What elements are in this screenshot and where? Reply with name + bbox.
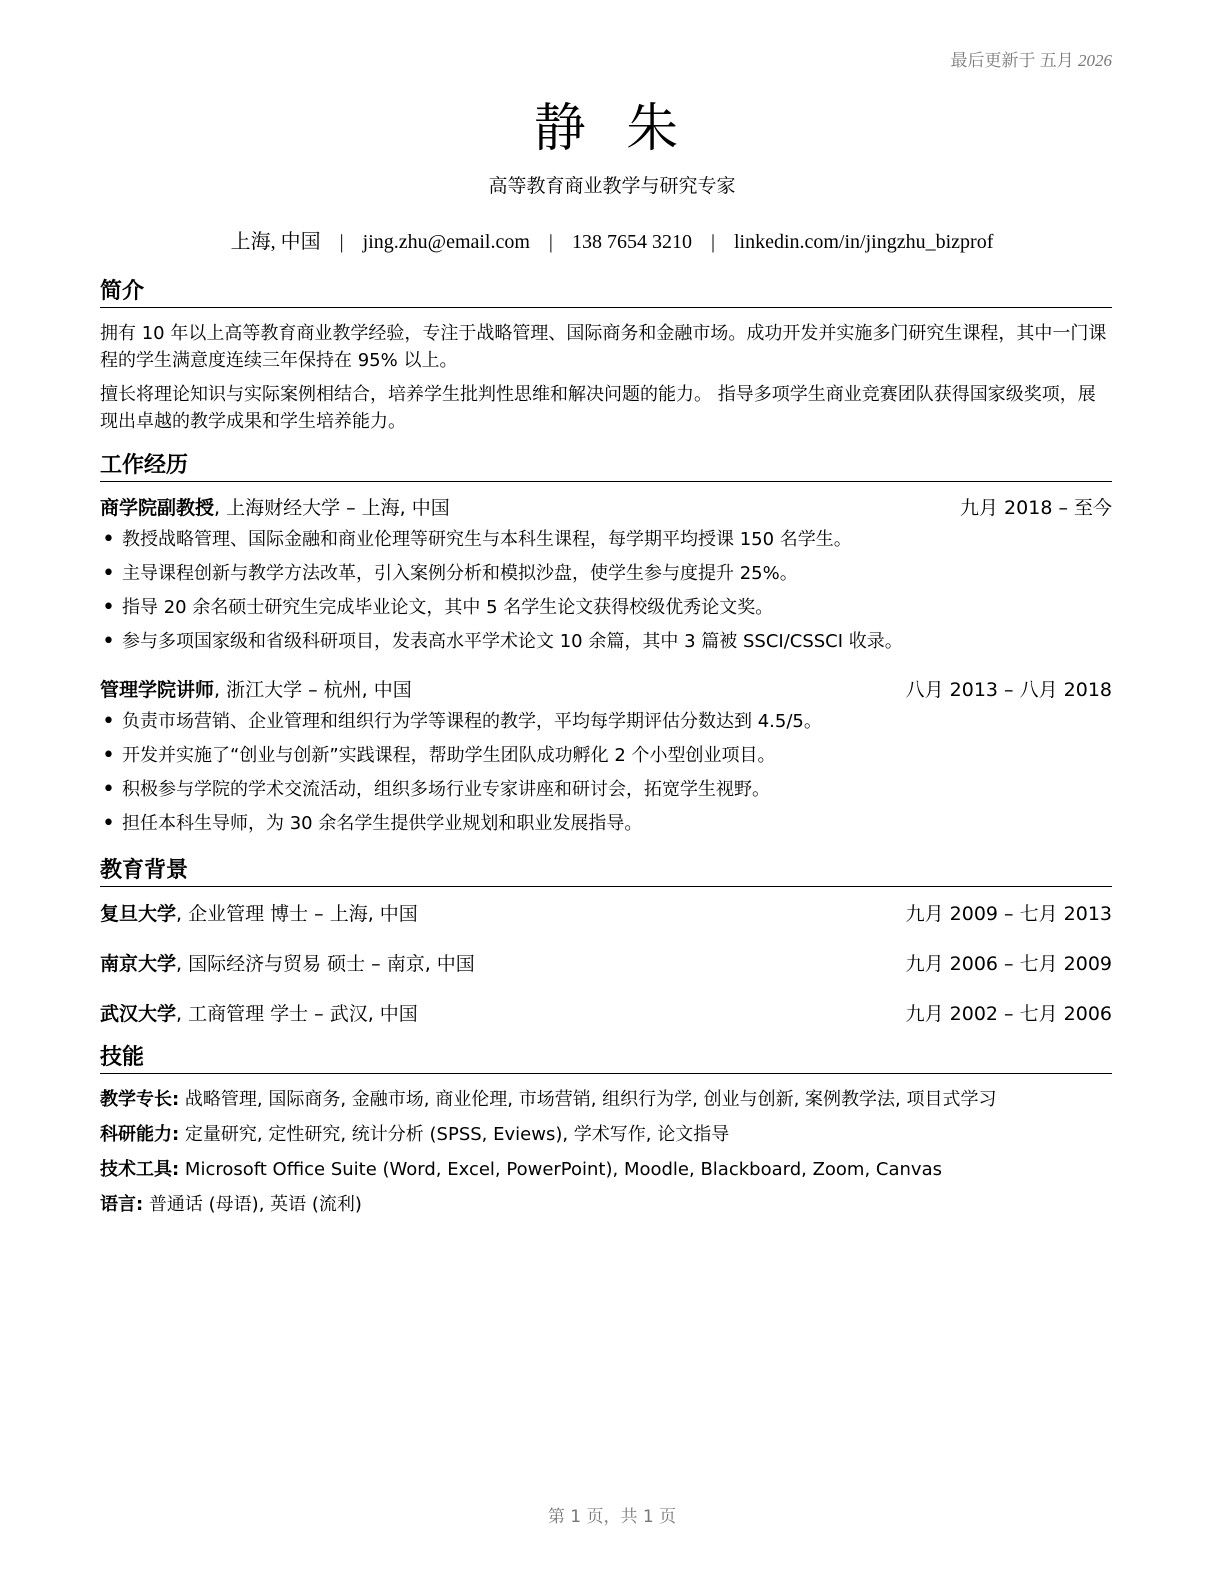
summary-paragraph: 擅长将理论知识与实际案例相结合，培养学生批判性思维和解决问题的能力。 指导多项学生商业竞赛团队获得国家级奖项，展现出卓越的教学成果和学生培养能力。 — [100, 384, 1096, 432]
education-detail: , 企业管理 博士 – 上海, 中国 — [176, 903, 418, 925]
education-line — [100, 999, 418, 1029]
job-bullet: • 担任本科生导师，为 30 余名学生提供学业规划和职业发展指导。 — [100, 807, 1112, 841]
contact-line — [0, 225, 1224, 254]
job-org: , 浙江大学 – 杭州, 中国 — [214, 679, 412, 701]
experience-section — [100, 452, 1112, 841]
summary-title: 简介 — [100, 278, 1112, 308]
education-date: 九月 2009 – 七月 2013 — [905, 903, 1112, 925]
education-item — [100, 899, 1112, 929]
contact-linkedin[interactable]: linkedin.com/in/jingzhu_bizprof — [733, 231, 994, 253]
education-item — [100, 949, 1112, 979]
experience-title: 工作经历 — [100, 452, 1112, 482]
education-title: 教育背景 — [100, 857, 1112, 887]
candidate-name: 静 朱 — [533, 99, 691, 159]
contact-separator: | — [710, 231, 715, 253]
education-school: 南京大学 — [100, 953, 177, 975]
education-school: 武汉大学 — [100, 1003, 177, 1025]
job-date: 九月 2018 – 至今 — [960, 497, 1112, 519]
last-updated — [951, 46, 1113, 71]
skill-row — [100, 1152, 1112, 1187]
job-title-line — [100, 675, 412, 705]
last-updated-year: 2026 — [1078, 51, 1112, 70]
education-date: 九月 2006 – 七月 2009 — [905, 953, 1112, 975]
skill-label: 语言: — [100, 1194, 144, 1215]
education-item — [100, 999, 1112, 1029]
skill-value: 战略管理, 国际商务, 金融市场, 商业伦理, 市场营销, 组织行为学, 创业与创新, 案例教学法, 项目式学习 — [179, 1089, 997, 1110]
skill-row — [100, 1082, 1112, 1117]
skills-title: 技能 — [100, 1044, 1112, 1074]
job-bullet: • 指导 20 余名硕士研究生完成毕业论文，其中 5 名学生论文获得校级优秀论文奖。 — [100, 591, 1112, 625]
education-line — [100, 949, 475, 979]
education-detail: , 国际经济与贸易 硕士 – 南京, 中国 — [176, 953, 475, 975]
job-bullet: • 主导课程创新与教学方法改革，引入案例分析和模拟沙盘，使学生参与度提升 25%。 — [100, 557, 1112, 591]
contact-phone: 138 7654 3210 — [571, 231, 692, 253]
skill-value: 普通话 (母语), 英语 (流利) — [143, 1194, 362, 1215]
skill-row — [100, 1187, 1112, 1222]
skill-value: 定量研究, 定性研究, 统计分析 (SPSS, Eviews), 学术写作, 论文指导 — [179, 1124, 730, 1145]
contact-location: 上海, 中国 — [230, 231, 321, 253]
contact-separator: | — [548, 231, 553, 253]
education-detail: , 工商管理 学士 – 武汉, 中国 — [176, 1003, 418, 1025]
job-bullet: • 参与多项国家级和省级科研项目，发表高水平学术论文 10 余篇，其中 3 篇被 SSCI/CSSCI 收录。 — [100, 625, 1112, 659]
job-date: 八月 2013 – 八月 2018 — [905, 679, 1112, 701]
job-header — [100, 675, 1112, 705]
job-bullet: • 开发并实施了“创业与创新”实践课程，帮助学生团队成功孵化 2 个小型创业项目。 — [100, 739, 1112, 773]
summary-paragraph: 拥有 10 年以上高等教育商业教学经验，专注于战略管理、国际商务和金融市场。成功开发并实施多门研究生课程，其中一门课程的学生满意度连续三年保持在 95% 以上。 — [100, 323, 1107, 371]
education-line — [100, 899, 418, 929]
job-role: 管理学院讲师 — [100, 679, 215, 701]
education-section — [100, 857, 1112, 1029]
job-title-line — [100, 493, 450, 523]
last-updated-label: 最后更新于 五月 — [950, 51, 1074, 70]
contact-email[interactable]: jing.zhu@email.com — [362, 231, 530, 253]
skill-row — [100, 1117, 1112, 1152]
candidate-subtitle: 高等教育商业教学与研究专家 — [488, 175, 736, 197]
job-header — [100, 493, 1112, 523]
skill-label: 教学专长: — [100, 1089, 180, 1110]
job-role: 商学院副教授 — [100, 497, 215, 519]
job-bullet: • 负责市场营销、企业管理和组织行为学等课程的教学，平均每学期评估分数达到 4.5/5。 — [100, 705, 1112, 739]
education-date: 九月 2002 – 七月 2006 — [905, 1003, 1112, 1025]
contact-separator: | — [339, 231, 344, 253]
job-bullets — [100, 523, 1112, 659]
summary-section — [100, 278, 1112, 435]
job-bullet: • 教授战略管理、国际金融和商业伦理等研究生与本科生课程，每学期平均授课 150 名学生。 — [100, 523, 1112, 557]
job-bullets — [100, 705, 1112, 841]
job-org: , 上海财经大学 – 上海, 中国 — [214, 497, 450, 519]
skill-label: 技术工具: — [100, 1159, 180, 1180]
skill-value: Microsoft Office Suite (Word, Excel, PowerPoint), Moodle, Blackboard, Zoom, Canvas — [179, 1159, 942, 1180]
page-number: 第 1 页，共 1 页 — [547, 1507, 677, 1527]
skill-label: 科研能力: — [100, 1124, 180, 1145]
job-bullet: • 积极参与学院的学术交流活动，组织多场行业专家讲座和研讨会，拓宽学生视野。 — [100, 773, 1112, 807]
education-school: 复旦大学 — [100, 903, 177, 925]
skills-section — [100, 1044, 1112, 1222]
